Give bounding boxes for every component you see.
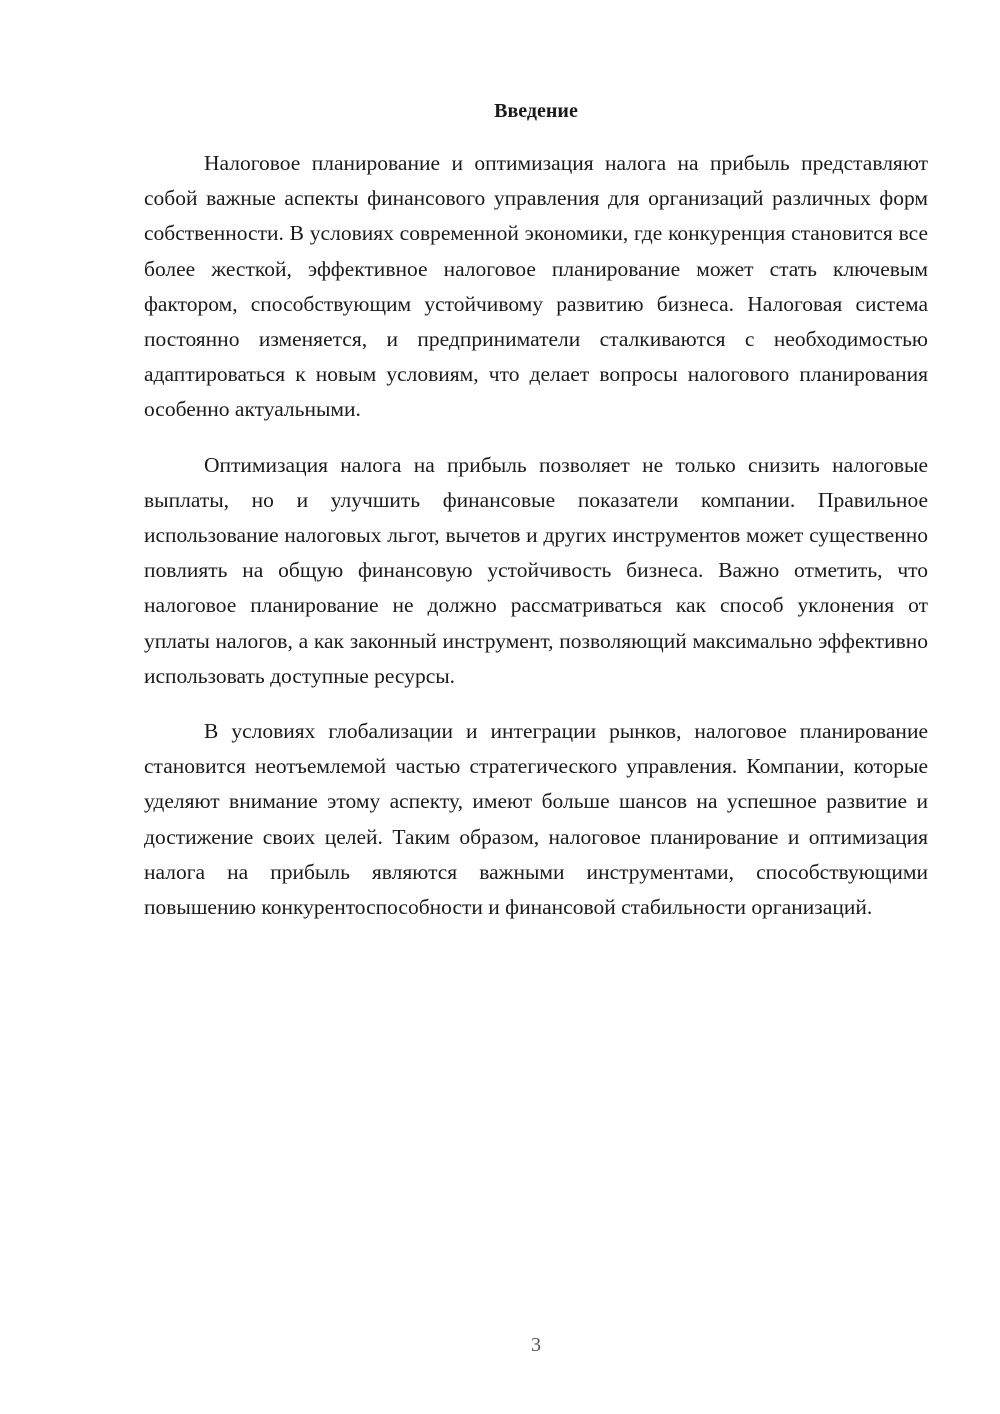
section-title: Введение xyxy=(494,100,578,122)
paragraph-3: В условиях глобализации и интеграции рынков, налоговое планирование становится неотъемлемой частью стратегического управления. Компании, которые уделяют внимание этому аспекту, имеют больше шансов на успешное развитие и достижение своих целей. Таким образом, налоговое планирование и оптимизация налога на прибыль являются важными инструментами, способствующими повышению конкурентоспособности и финансовой стабильности организаций. xyxy=(144,719,928,920)
paragraph-1: Налоговое планирование и оптимизация налога на прибыль представляют собой важные аспекты финансового управления для организаций различных форм собственности. В условиях современной экономики, где конкуренция становится все более жесткой, эффективное налоговое планирование может стать ключевым фактором, способствующим устойчивому развитию бизнеса. Налоговая система постоянно изменяется, и предприниматели сталкиваются с необходимостью адаптироваться к новым условиям, что делает вопросы налогового планирования особенно актуальными. xyxy=(144,151,928,422)
paragraph-2: Оптимизация налога на прибыль позволяет не только снизить налоговые выплаты, но и улучшить финансовые показатели компании. Правильное использование налоговых льгот, вычетов и других инструментов может существенно повлиять на общую финансовую устойчивость бизнеса. Важно отметить, что налоговое планирование не должно рассматриваться как способ уклонения от уплаты налогов, а как законный инструмент, позволяющий максимально эффективно использовать доступные ресурсы. xyxy=(144,452,928,688)
page-content xyxy=(144,98,928,945)
page-number: 3 xyxy=(531,1334,541,1356)
